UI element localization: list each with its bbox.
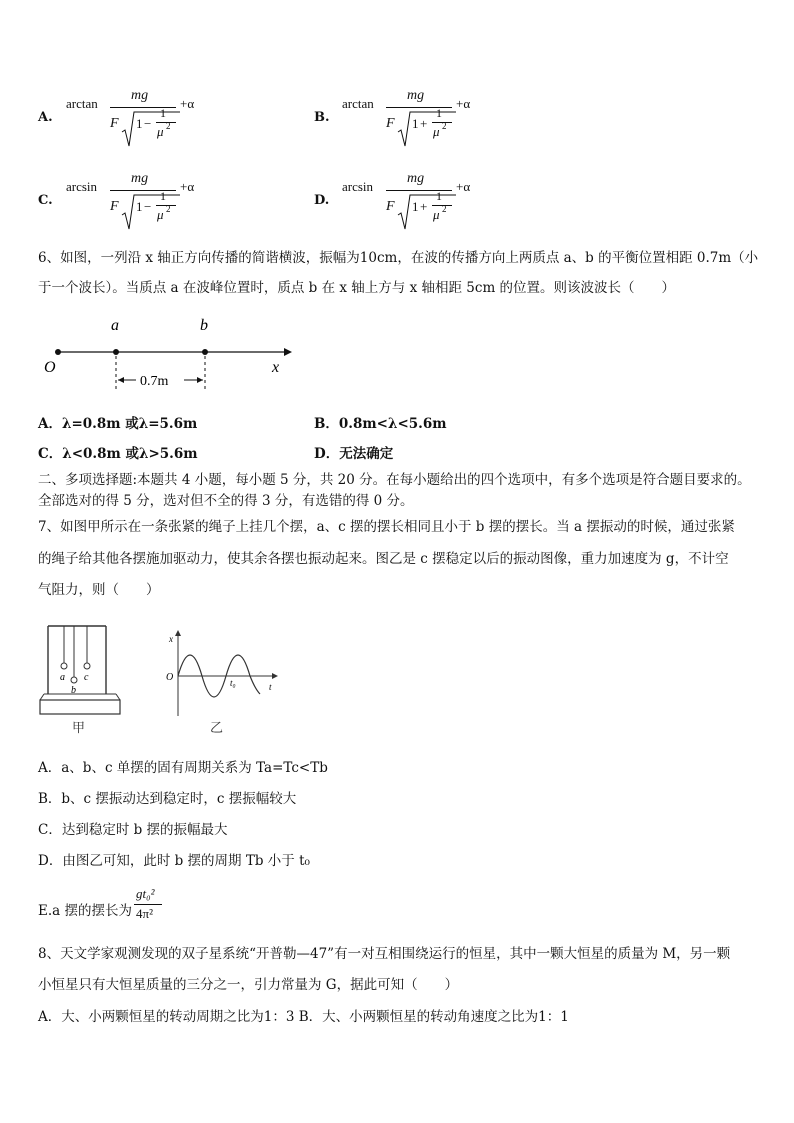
fraction-bar xyxy=(386,190,452,191)
inner-exp: 2 xyxy=(442,121,447,131)
option-letter: B. xyxy=(314,110,330,125)
inner-den: μ xyxy=(157,207,164,222)
inner-den: μ xyxy=(433,207,440,222)
q5-option-a xyxy=(38,88,288,153)
inner-exp: 2 xyxy=(442,204,447,214)
inner-den: μ xyxy=(157,124,164,139)
tail: +α xyxy=(456,96,471,111)
origin-point xyxy=(55,349,61,355)
q7-option-b: B．b、c 摆振动达到稳定时，c 摆振幅较大 xyxy=(38,791,297,807)
label-t0: t₀ xyxy=(230,678,236,688)
den-prefix: F xyxy=(110,116,119,131)
function-name: arctan xyxy=(342,96,374,111)
label-c: c xyxy=(84,672,89,683)
q7-figure-jia-pendulums xyxy=(38,620,128,740)
q5-option-d xyxy=(314,171,564,236)
label-a: a xyxy=(60,672,65,683)
label-o: O xyxy=(166,672,174,683)
option-e-prefix: E.a 摆的摆长为 xyxy=(38,903,132,919)
function-name: arcsin xyxy=(342,179,374,194)
bob-b xyxy=(71,677,77,683)
numerator: mg xyxy=(131,171,149,186)
section2-heading-line-1: 二、多项选择题:本题共 4 小题，每小题 5 分，共 20 分。在每小题给出的四个选项中，有多个选项是符合题目要求的。 xyxy=(38,472,751,488)
inner-num: 1 xyxy=(436,106,442,120)
caption-jia: 甲 xyxy=(72,720,86,735)
label-x: x xyxy=(169,634,173,644)
q8-stem-line-1: 8、天文学家观测发现的双子星系统“开普勒—47”有一对互相围绕运行的恒星，其中一颗大恒星的质量为 M，另一颗 xyxy=(38,946,731,962)
label-b: b xyxy=(200,317,208,334)
option-letter: C. xyxy=(38,193,53,208)
sqrt-one: 1 xyxy=(412,116,419,131)
q6-stem-line-2: 于一个波长）。当质点 a 在波峰位置时，质点 b 在 x 轴上方与 x 轴相距 5cm 的位置。则该波波长（ ） xyxy=(38,280,676,296)
base-block xyxy=(40,700,120,714)
label-b: b xyxy=(71,685,76,696)
numerator: mg xyxy=(131,88,149,103)
q6-option-c: C．λ<0.8m 或λ>5.6m xyxy=(38,446,198,462)
inner-num: 1 xyxy=(160,106,166,120)
sign: − xyxy=(144,199,152,214)
dim-arrow-right-icon xyxy=(197,377,203,383)
label-o: O xyxy=(44,359,56,376)
den-prefix: F xyxy=(386,199,395,214)
option-e-numerator: gt₀² xyxy=(136,886,155,901)
fraction-bar xyxy=(110,190,176,191)
den-prefix: F xyxy=(110,199,119,214)
label-t: t xyxy=(269,682,272,692)
axis-arrow-icon xyxy=(284,348,292,356)
q5-option-b xyxy=(314,88,564,153)
option-letter: D. xyxy=(314,193,330,208)
inner-num: 1 xyxy=(160,189,166,203)
tail: +α xyxy=(456,179,471,194)
base-edge-right xyxy=(116,694,120,700)
option-letter: A. xyxy=(38,110,53,125)
q5-option-c xyxy=(38,171,288,236)
q7-stem-line-1: 7、如图甲所示在一条张紧的绳子上挂几个摆，a、c 摆的摆长相同且小于 b 摆的摆长。当 a 摆振动的时候，通过张紧 xyxy=(38,519,735,535)
option-e-denominator: 4π² xyxy=(136,906,153,921)
caption-yi: 乙 xyxy=(210,720,224,735)
q7-option-a: A．a、b、c 单摆的固有周期关系为 Ta=Tc<Tb xyxy=(38,760,328,776)
numerator: mg xyxy=(407,171,425,186)
function-name: arcsin xyxy=(66,179,98,194)
q7-option-d: D．由图乙可知，此时 b 摆的周期 Tb 小于 t₀ xyxy=(38,853,310,869)
bob-c xyxy=(84,663,90,669)
sign: + xyxy=(420,116,428,131)
dim-arrow-left-icon xyxy=(118,377,124,383)
inner-exp: 2 xyxy=(166,204,171,214)
q6-option-a: A．λ=0.8m 或λ=5.6m xyxy=(38,416,198,432)
x-axis-arrow-icon xyxy=(175,630,181,636)
tail: +α xyxy=(180,96,195,111)
den-prefix: F xyxy=(386,116,395,131)
point-b xyxy=(202,349,208,355)
q8-options-ab: A．大、小两颗恒星的转动周期之比为1：3 B．大、小两颗恒星的转动角速度之比为1：1 xyxy=(38,1009,569,1025)
t-axis-arrow-icon xyxy=(272,673,278,679)
inner-den: μ xyxy=(433,124,440,139)
fraction-bar xyxy=(110,107,176,108)
sqrt-one: 1 xyxy=(412,199,419,214)
q6-option-b: B．0.8m<λ<5.6m xyxy=(314,416,447,432)
sign: − xyxy=(144,116,152,131)
q7-option-c: C．达到稳定时 b 摆的振幅最大 xyxy=(38,822,228,838)
option-e-fraction-bar xyxy=(134,904,162,905)
base-edge-left xyxy=(40,694,44,700)
q7-stem-line-3: 气阻力，则（ ） xyxy=(38,582,160,598)
inner-num: 1 xyxy=(436,189,442,203)
fraction-bar xyxy=(386,107,452,108)
q6-option-d: D．无法确定 xyxy=(314,446,394,462)
sqrt-one: 1 xyxy=(136,199,143,214)
section2-heading-line-2: 全部选对的得 5 分，选对但不全的得 3 分，有选错的得 0 分。 xyxy=(38,493,414,509)
q7-figure-yi-graph xyxy=(164,628,284,740)
sqrt-one: 1 xyxy=(136,116,143,131)
q6-wave-axis-figure xyxy=(38,310,308,395)
q7-stem-line-2: 的绳子给其他各摆施加驱动力，使其余各摆也振动起来。图乙是 c 摆稳定以后的振动图像，重力加速度为 g，不计空 xyxy=(38,551,729,567)
point-a xyxy=(113,349,119,355)
inner-exp: 2 xyxy=(166,121,171,131)
function-name: arctan xyxy=(66,96,98,111)
label-x: x xyxy=(272,359,280,376)
q8-stem-line-2: 小恒星只有大恒星质量的三分之一，引力常量为 G，据此可知（ ） xyxy=(38,977,459,993)
q6-stem-line-1: 6、如图，一列沿 x 轴正方向传播的简谐横波，振幅为10cm，在波的传播方向上两质点 a、b 的平衡位置相距 0.7m（小 xyxy=(38,250,759,266)
bob-a xyxy=(61,663,67,669)
sign: + xyxy=(420,199,428,214)
distance-label: 0.7m xyxy=(140,374,169,389)
tail: +α xyxy=(180,179,195,194)
q7-option-e xyxy=(38,886,238,926)
numerator: mg xyxy=(407,88,425,103)
label-a: a xyxy=(111,317,119,334)
